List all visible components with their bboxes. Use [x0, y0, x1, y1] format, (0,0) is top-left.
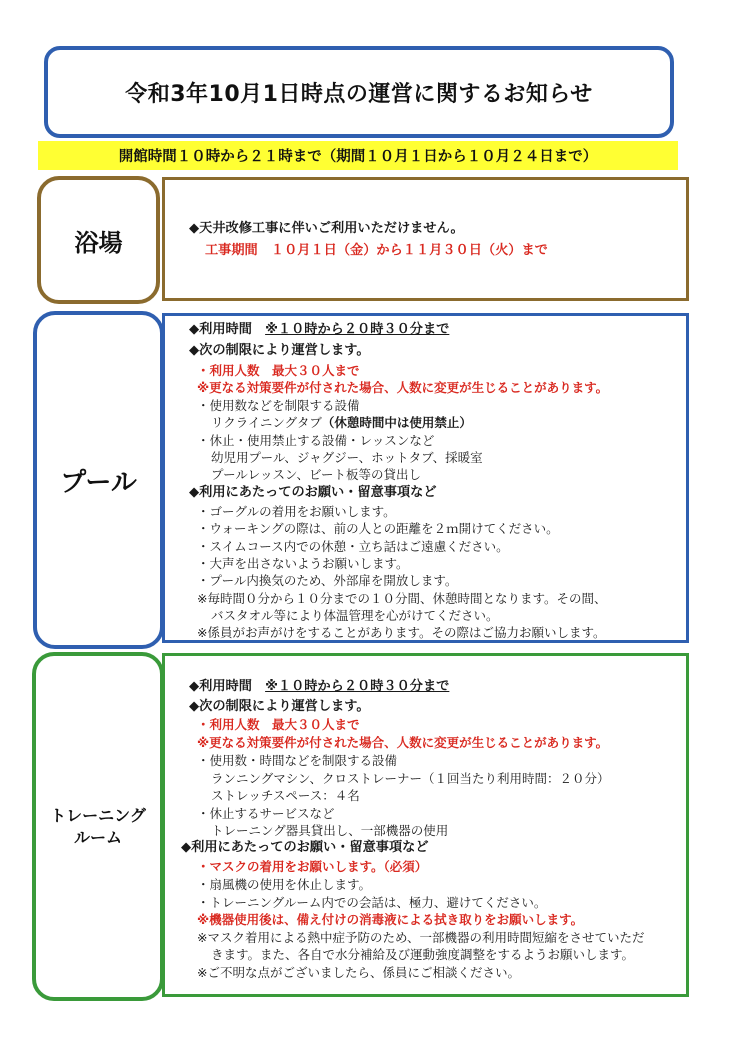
- pool-limited-facilities: ・使用数などを制限する設備: [197, 398, 360, 413]
- pool-requests-heading: ◆利用にあたってのお願い・留意事項など: [189, 485, 437, 500]
- page-title: 令和3年10月1日時点の運営に関するお知らせ: [125, 81, 593, 107]
- training-lines: [181, 656, 686, 994]
- pool-request-5: ・プール内換気のため、外部扉を開放します。: [197, 573, 458, 588]
- pool-note-1-line1: ※毎時間０分から１０分までの１０分間、休憩時間となります。その間、: [197, 591, 607, 606]
- title-box: [44, 46, 674, 138]
- training-limited-facilities-detail2: ストレッチスペース：４名: [211, 788, 360, 803]
- training-content-box: [162, 653, 689, 997]
- bath-content-box: [162, 177, 689, 301]
- training-closed-services: ・休止するサービスなど: [197, 806, 335, 821]
- bath-label: 浴場: [74, 228, 123, 257]
- pool-label-box: [33, 311, 164, 649]
- training-note-heat-line1: ※マスク着用による熱中症予防のため、一部機器の利用時間短縮をさせていただ: [197, 930, 645, 945]
- training-request-mask: ・マスクの着用をお願いします。（必須）: [197, 859, 428, 874]
- bath-construction-period: 工事期間 １０月１日（金）から１１月３０日（火）まで: [205, 243, 548, 258]
- pool-hours-label: ◆利用時間: [189, 322, 266, 337]
- training-label-line1: トレーニング: [50, 805, 146, 825]
- pool-content-box: [162, 313, 689, 643]
- pool-limited-facilities-detail: [211, 414, 472, 431]
- training-request-1: ・扇風機の使用を休止します。: [197, 877, 372, 892]
- training-note-disinfect: ※機器使用後は、備え付けの消毒液による拭き取りをお願いします。: [197, 912, 584, 927]
- training-capacity-note: ※更なる対策要件が付された場合、人数に変更が生じることがあります。: [197, 735, 609, 750]
- opening-hours-bar: 開館時間１０時から２１時まで（期間１０月１日から１０月２４日まで）: [38, 141, 678, 170]
- training-requests-heading: ◆利用にあたってのお願い・留意事項など: [181, 840, 429, 855]
- bath-lines: [189, 180, 686, 298]
- pool-closed-facilities: ・休止・使用禁止する設備・レッスンなど: [197, 433, 435, 448]
- pool-request-2: ・ウォーキングの際は、前の人との距離を２ｍ開けてください。: [197, 521, 559, 536]
- pool-note-1-line2: バスタオル等により体温管理を心がけてください。: [211, 608, 499, 623]
- training-capacity: ・利用人数 最大３０人まで: [197, 717, 360, 732]
- training-request-2: ・トレーニングルーム内での会話は、極力、避けてください。: [197, 895, 547, 910]
- training-label-box: [32, 652, 164, 1001]
- pool-request-4: ・大声を出さないようお願いします。: [197, 556, 409, 571]
- pool-capacity: ・利用人数 最大３０人まで: [197, 363, 360, 378]
- pool-hours-value: ※１０時から２０時３０分まで: [265, 322, 450, 337]
- pool-capacity-note: ※更なる対策要件が付された場合、人数に変更が生じることがあります。: [197, 380, 609, 395]
- pool-note-2: ※係員がお声がけをすることがあります。その際はご協力お願いします。: [197, 625, 606, 640]
- training-limited-facilities: ・使用数・時間などを制限する設備: [197, 753, 398, 768]
- pool-request-1: ・ゴーグルの着用をお願いします。: [197, 504, 396, 519]
- training-limited-facilities-detail1: ランニングマシン、クロストレーナー（１回当たり利用時間：２０分）: [211, 771, 610, 786]
- pool-request-3: ・スイムコース内での休憩・立ち話はご遠慮ください。: [197, 539, 509, 554]
- pool-restriction-heading: ◆次の制限により運営します。: [189, 343, 370, 358]
- bath-label-box: [37, 176, 160, 304]
- training-restriction-heading: ◆次の制限により運営します。: [189, 699, 370, 714]
- bath-closure-notice: ◆天井改修工事に伴いご利用いただけません。: [189, 221, 464, 236]
- pool-limited-facilities-detail-a: リクライニングタブ: [211, 415, 322, 430]
- training-note-contact: ※ご不明な点がございましたら、係員にご相談ください。: [197, 965, 520, 980]
- pool-label: プール: [60, 467, 137, 498]
- pool-closed-facilities-detail2: プールレッスン、ビート板等の貸出し: [211, 467, 421, 482]
- training-hours-label: ◆利用時間: [189, 679, 266, 694]
- pool-hours: [189, 321, 449, 338]
- pool-closed-facilities-detail1: 幼児用プール、ジャグジー、ホットタブ、採暖室: [211, 450, 483, 465]
- training-note-heat-line2: きます。また、各自で水分補給及び運動強度調整をするようお願いします。: [211, 947, 635, 962]
- training-label-line2: ルーム: [73, 827, 122, 847]
- training-closed-services-detail: トレーニング器具貸出し、一部機器の使用: [211, 823, 449, 838]
- training-hours: [189, 678, 449, 695]
- pool-limited-facilities-detail-b: （休憩時間中は使用禁止）: [321, 415, 472, 430]
- pool-lines: [189, 316, 686, 640]
- training-hours-value: ※１０時から２０時３０分まで: [265, 679, 450, 694]
